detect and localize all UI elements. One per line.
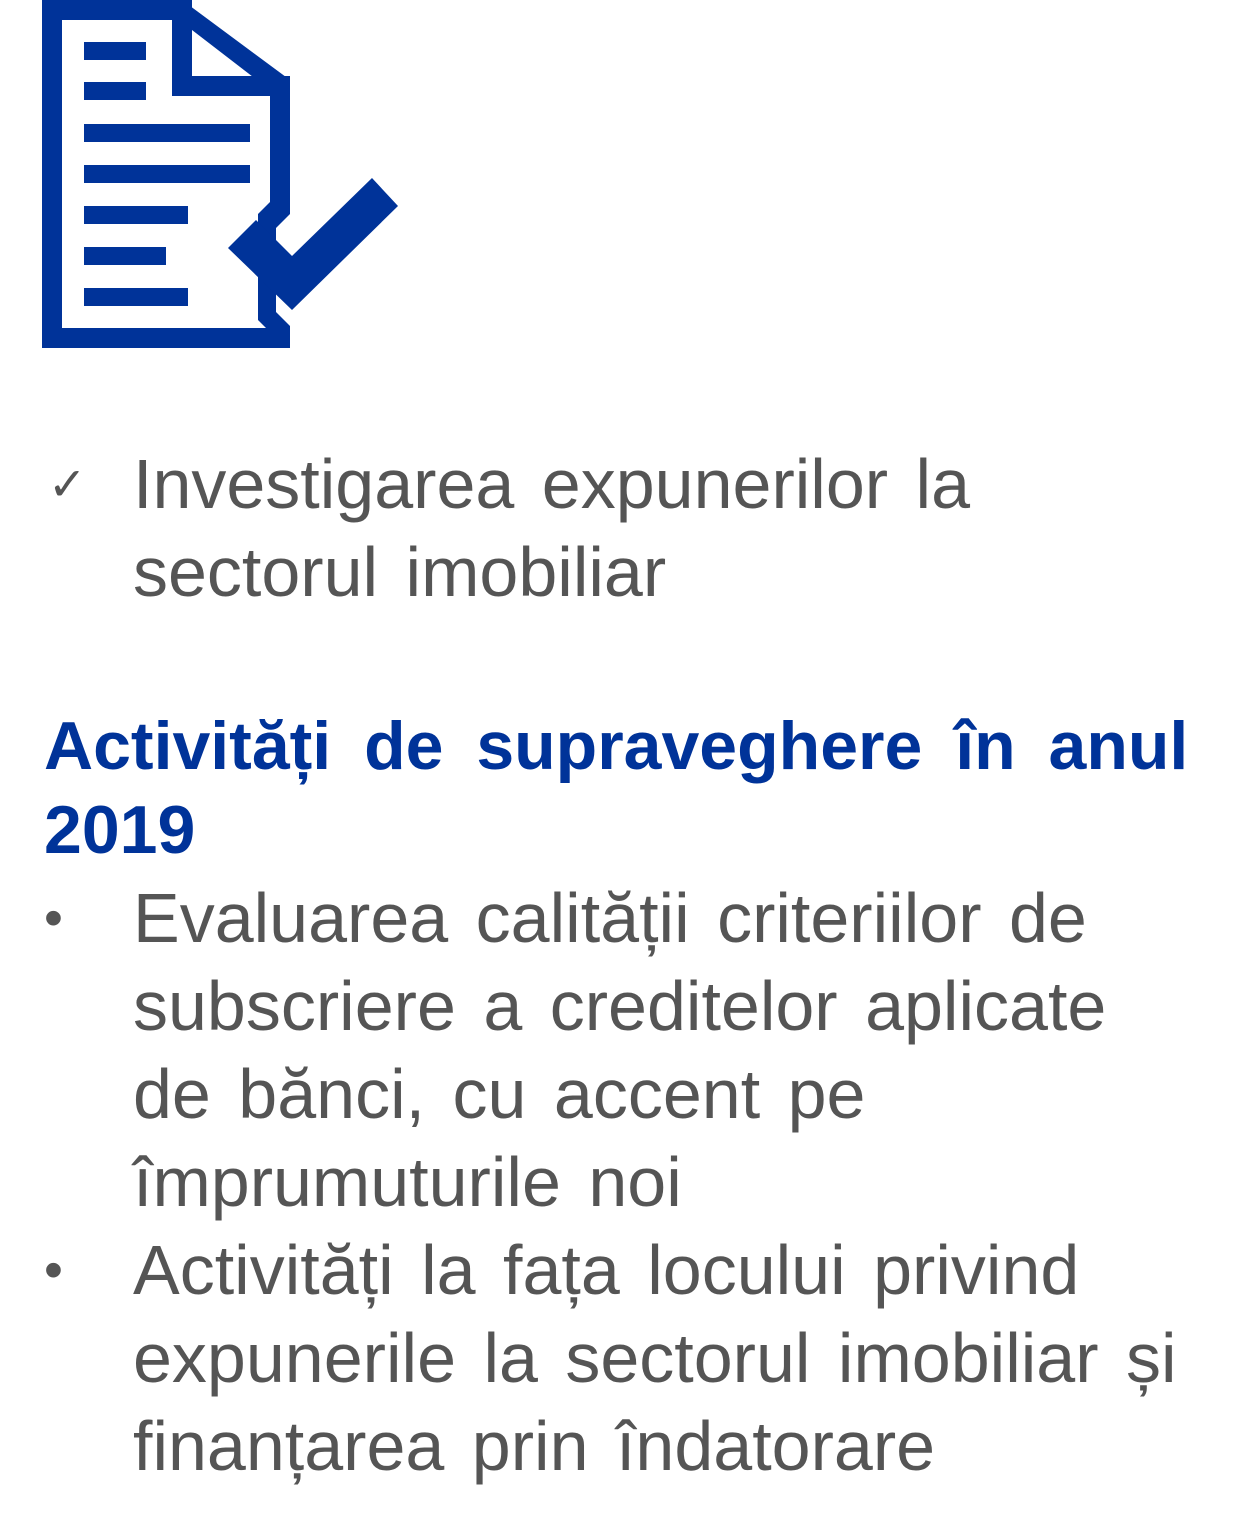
bullet-icon: •	[44, 888, 63, 948]
bullet-list	[44, 874, 1234, 1490]
checked-list	[44, 440, 1224, 616]
bullet-item-text: Activități la fața locului privind expunerile la sectorul imobiliar și finanțarea prin îndatorare	[133, 1231, 1177, 1485]
checked-item-text: Investigarea expunerilor la sectorul imobiliar	[133, 445, 971, 611]
bullet-icon: •	[44, 1240, 63, 1300]
document-checkmark-icon	[42, 0, 398, 352]
bullet-item-text: Evaluarea calității criteriilor de subscriere a creditelor aplicate de bănci, cu accent pe împrumuturile noi	[133, 879, 1107, 1221]
bullet-item	[44, 1226, 1234, 1490]
bullet-item	[44, 874, 1234, 1226]
check-mark-icon: ✓	[48, 458, 87, 510]
section-heading: Activități de supraveghere în anul 2019	[44, 708, 1189, 868]
checked-item	[44, 440, 1224, 616]
